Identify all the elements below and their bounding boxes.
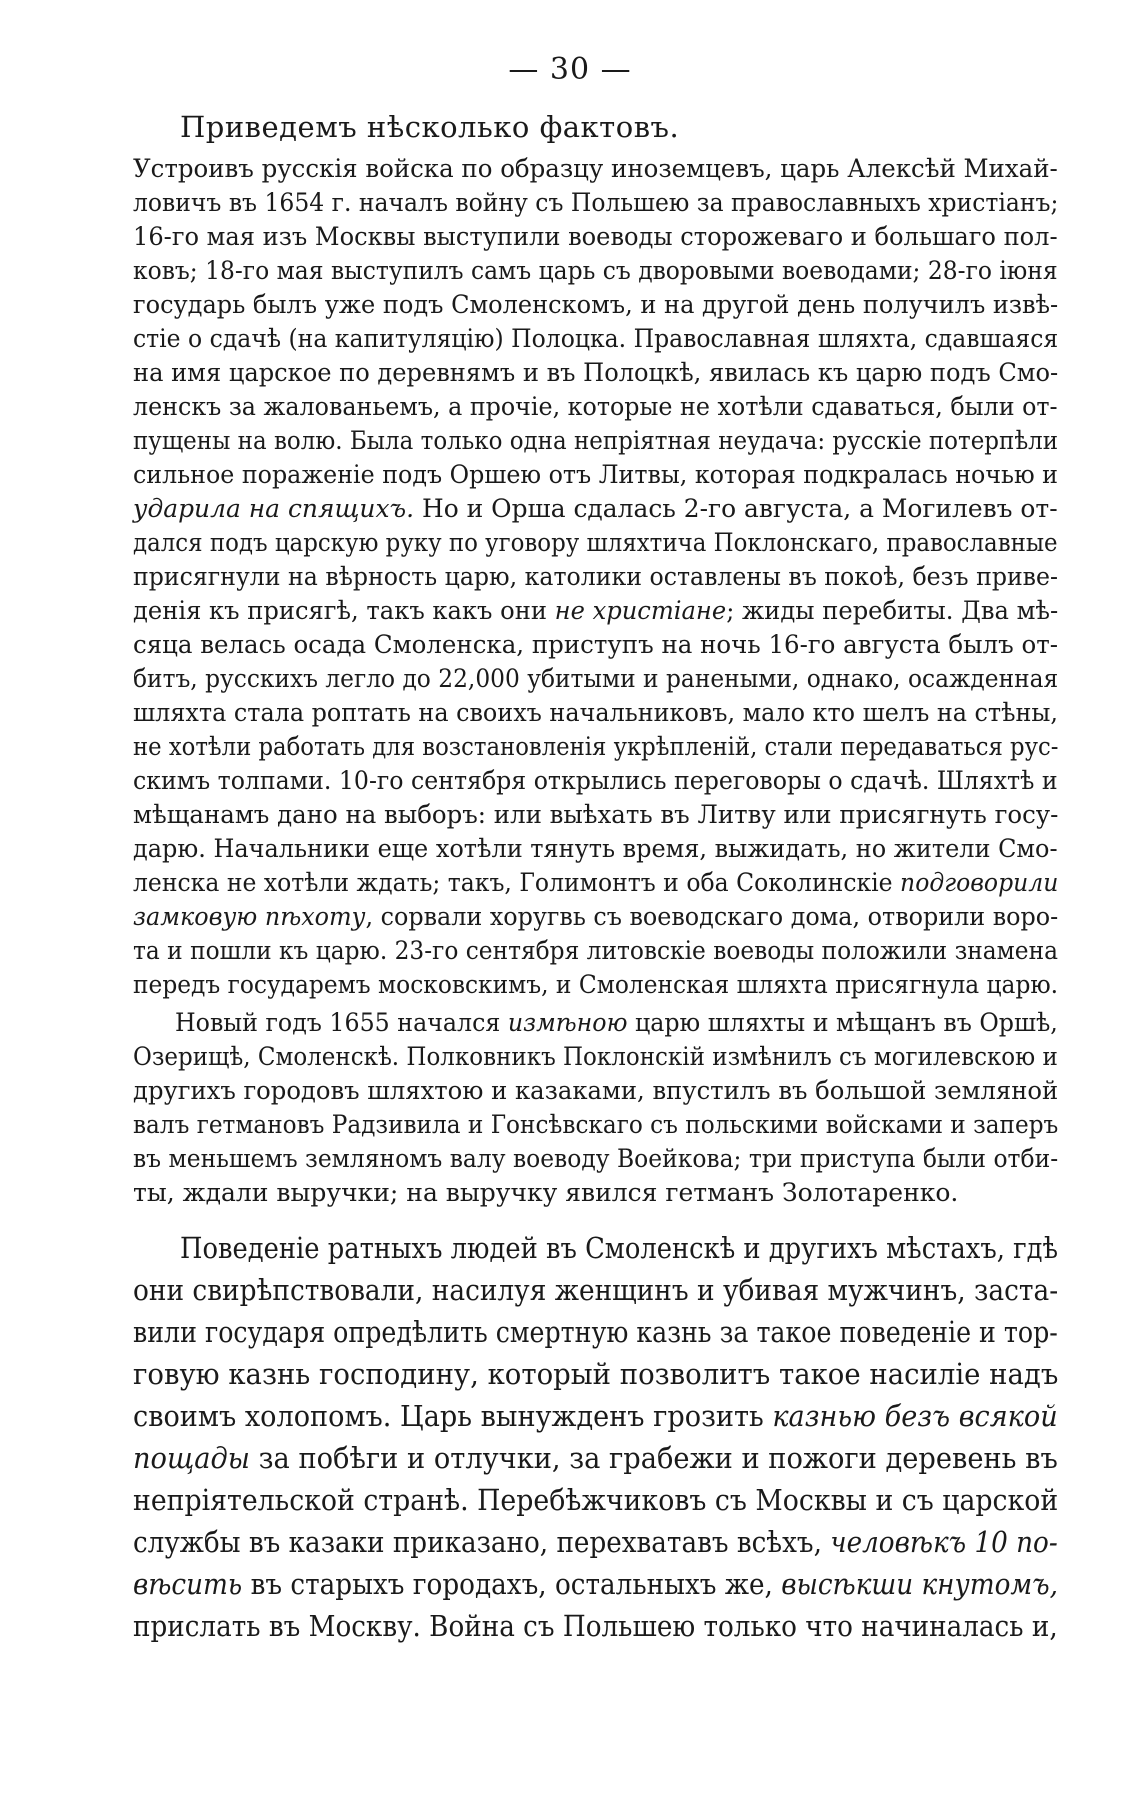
text-span: царю шляхты и мѣщанъ въ Оршѣ, (627, 1008, 1058, 1037)
text-line: другихъ городовъ шляхтою и казаками, впустилъ въ большой земляной (133, 1076, 1059, 1105)
emphasis-text: не христіане (554, 596, 727, 625)
text-span: въ старыхъ городахъ, остальныхъ же, (242, 1567, 782, 1601)
text-line (175, 1006, 1058, 1040)
text-span: Новый годъ 1655 начался (175, 1008, 508, 1037)
emphasis-text: высѣкши кнутомъ, (781, 1567, 1058, 1601)
text-line: шляхта стала роптать на своихъ начальниковъ, мало кто шелъ на стѣны, (133, 698, 1059, 727)
text-line: ловичъ въ 1654 г. началъ войну съ Польшею за православныхъ христіанъ; (133, 188, 1059, 217)
text-line: дался подъ царскую руку по уговору шляхтича Поклонскаго, православные (133, 528, 1058, 557)
text-span: своимъ холопомъ. Царь вынужденъ грозить (133, 1399, 773, 1433)
text-line: они свирѣпствовали, насилуя женщинъ и убивая мужчинъ, заста- (133, 1273, 1059, 1307)
text-line: 16-го мая изъ Москвы выступили воеводы сторожеваго и большаго пол- (133, 222, 1058, 251)
text-span: денія къ присягѣ, такъ какъ они (133, 596, 555, 625)
emphasis-text: пощады (133, 1441, 251, 1475)
text-line: сильное пораженіе подъ Оршею отъ Литвы, которая подкралась ночью и (133, 460, 1059, 489)
text-line: ленскъ за жалованьемъ, а прочіе, которые не хотѣли сдаваться, были от- (133, 392, 1058, 421)
text-line: пущены на волю. Была только одна непріятная неудача: русскіе потерпѣли (133, 426, 1059, 455)
text-span: , сорвали хоругвь съ воеводскаго дома, отворили воро- (365, 902, 1059, 931)
text-line: дарю. Начальники еще хотѣли тянуть время, выжидать, но жители Смо- (133, 834, 1058, 863)
text-line: непріятельской странѣ. Перебѣжчиковъ съ Москвы и съ царской (133, 1483, 1059, 1517)
text-line: стіе о сдачѣ (на капитуляцію) Полоцка. Православная шляхта, сдавшаяся (133, 324, 1059, 353)
text-line: передъ государемъ московскимъ, и Смоленская шляхта присягнула царю. (133, 970, 1059, 999)
text-line: Устроивъ русскія войска по образцу иноземцевъ, царь Алексѣй Михай- (133, 154, 1058, 183)
text-line: въ меньшемъ земляномъ валу воеводу Воейкова; три приступа были отби- (133, 1144, 1059, 1173)
emphasis-text: вѣсить (133, 1567, 243, 1601)
text-line: та и пошли къ царю. 23-го сентября литовскіе воеводы положили знамена (133, 936, 1058, 965)
text-line: скимъ толпами. 10-го сентября открылись переговоры о сдачѣ. Шляхтѣ и (133, 766, 1058, 795)
emphasis-text: замковую пѣхоту (133, 902, 366, 931)
text-span: ленска не хотѣли ждать; такъ, Голимонтъ и оба Соколинскіе (133, 868, 901, 897)
text-line: не хотѣли работать для возстановленія укрѣпленій, стали передаваться рус- (133, 732, 1059, 761)
text-line (133, 1396, 1058, 1436)
text-line: государь былъ уже подъ Смоленскомъ, и на другой день получилъ извѣ- (133, 290, 1059, 319)
text-line (133, 900, 1058, 934)
text-span: ; жиды перебиты. Два мѣ- (726, 596, 1059, 625)
text-line: валъ гетмановъ Радзивила и Гонсѣвскаго съ польскими войсками и заперъ (133, 1110, 1059, 1139)
text-span: службы въ казаки приказано, перехватавъ всѣхъ, (133, 1525, 831, 1559)
text-line: сяца велась осада Смоленска, приступъ на ночь 16-го августа былъ от- (133, 630, 1059, 659)
text-span: Но и Орша сдалась 2-го августа, а Могилевъ от- (414, 494, 1058, 523)
text-line (133, 1522, 1058, 1562)
text-span: за побѣги и отлучки, за грабежи и пожоги деревень въ (250, 1441, 1058, 1475)
text-line: вили государя опредѣлить смертную казнь за такое поведеніе и тор- (133, 1315, 1058, 1349)
section-heading: Приведемъ нѣсколько фактовъ. (180, 110, 680, 144)
emphasis-text: ударила на спящихъ. (133, 494, 415, 523)
emphasis-text: казнью безъ всякой (772, 1399, 1058, 1433)
text-line: присягнули на вѣрность царю, католики оставлены въ покоѣ, безъ приве- (133, 562, 1058, 591)
text-line: битъ, русскихъ легло до 22,000 убитыми и ранеными, однако, осажденная (133, 664, 1059, 693)
text-line: прислать въ Москву. Война съ Польшею только что начиналась и, (133, 1609, 1058, 1643)
emphasis-text: измѣною (507, 1008, 628, 1037)
text-line (133, 1438, 1058, 1478)
text-line: Озерищѣ, Смоленскѣ. Полковникъ Поклонскій измѣнилъ съ могилевскою и (133, 1042, 1058, 1071)
text-line (133, 492, 1058, 526)
text-line: ковъ; 18-го мая выступилъ самъ царь съ дворовыми воеводами; 28-го іюня (133, 256, 1058, 285)
text-line (133, 594, 1058, 628)
page-number: — 30 — (508, 52, 632, 87)
text-line: говую казнь господину, который позволитъ такое насиліе надъ (133, 1357, 1059, 1391)
text-line (133, 866, 1058, 900)
text-line: ты, ждали выручки; на выручку явился гетманъ Золотаренко. (133, 1178, 959, 1207)
text-line (133, 1564, 1058, 1604)
text-line: мѣщанамъ дано на выборъ: или выѣхать въ Литву или присягнуть госу- (133, 800, 1059, 829)
text-line: на имя царское по деревнямъ и въ Полоцкѣ, явилась къ царю подъ Смо- (133, 358, 1059, 387)
emphasis-text: человѣкъ 10 по- (830, 1525, 1058, 1559)
emphasis-text: подговорили (900, 868, 1059, 897)
text-line: Поведеніе ратныхъ людей въ Смоленскѣ и другихъ мѣстахъ, гдѣ (180, 1231, 1059, 1265)
